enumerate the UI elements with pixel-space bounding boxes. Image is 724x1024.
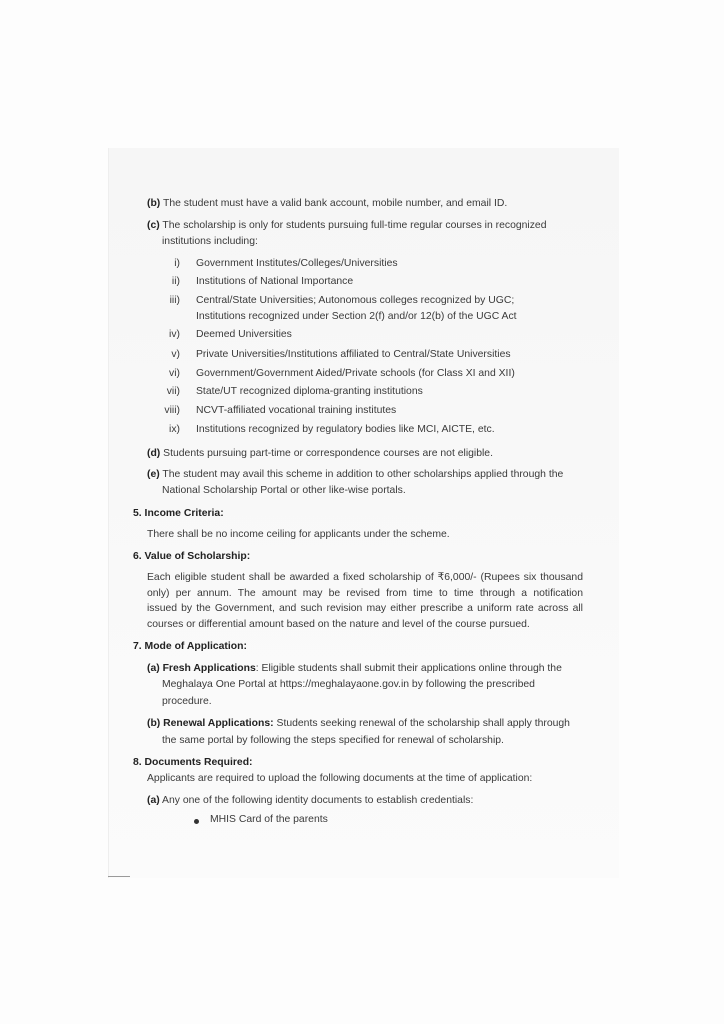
list-item-text: Private Universities/Institutions affiliated to Central/State Universities <box>196 349 511 360</box>
list-item-text: Institutions of National Importance <box>196 276 354 287</box>
list-item-number: ii) <box>171 276 180 287</box>
paragraph-line: Each eligible student shall be awarded a fixed scholarship of ₹6,000/- (Rupees six thousand <box>147 572 583 583</box>
point-d <box>147 446 493 462</box>
list-item-text: Central/State Universities; Autonomous colleges recognized by UGC; <box>196 295 515 306</box>
point-e <box>147 467 563 483</box>
list-item-number: vi) <box>169 368 180 379</box>
section-7-heading: 7. Mode of Application: <box>133 641 247 652</box>
point-c-text-cont: institutions including: <box>162 236 258 247</box>
point-e-text-cont: National Scholarship Portal or other like-wise portals. <box>162 485 406 496</box>
list-item-text: MHIS Card of the parents <box>210 814 328 825</box>
section-5-text: There shall be no income ceiling for applicants under the scheme. <box>147 529 450 540</box>
point-b-text: The student must have a valid bank account, mobile number, and email ID. <box>162 198 508 209</box>
point-c-label: (c) <box>147 220 160 231</box>
point-b-label: (b) <box>147 198 161 209</box>
list-item-number: v) <box>171 349 180 360</box>
list-item-number: iv) <box>169 329 180 340</box>
fresh-applications-text: : Eligible students shall submit their applications online through the <box>255 663 562 674</box>
renewal-applications <box>147 716 570 732</box>
fresh-applications-text-cont: procedure. <box>162 696 212 707</box>
section-6-heading: 6. Value of Scholarship: <box>133 551 251 562</box>
renewal-applications-text-cont: the same portal by following the steps specified for renewal of scholarship. <box>162 735 504 746</box>
point-d-label: (d) <box>147 448 161 459</box>
renewal-applications-text: Students seeking renewal of the scholarship shall apply through <box>273 718 570 729</box>
section-5-heading: 5. Income Criteria: <box>133 508 224 519</box>
documents-point-a <box>147 793 473 809</box>
fresh-applications-text-cont: Meghalaya One Portal at https://meghalayaone.gov.in by following the prescribed <box>162 679 535 690</box>
renewal-applications-label: (b) Renewal Applications: <box>147 718 274 729</box>
point-e-text: The student may avail this scheme in addition to other scholarships applied through the <box>162 469 564 480</box>
list-item-number: vii) <box>166 386 180 397</box>
list-item-number: i) <box>174 258 180 269</box>
list-item-number: iii) <box>169 295 180 306</box>
list-item-text: NCVT-affiliated vocational training institutes <box>196 405 397 416</box>
point-e-label: (e) <box>147 469 160 480</box>
list-item-text: Government/Government Aided/Private schools (for Class XI and XII) <box>196 368 515 379</box>
list-item-text: State/UT recognized diploma-granting institutions <box>196 386 423 397</box>
list-item-number: viii) <box>164 405 180 416</box>
paragraph-line: issued by the Government, and such revision may either prescribe a uniform rate across all <box>147 603 583 614</box>
documents-point-a-label: (a) <box>147 795 160 806</box>
list-item-number: ix) <box>169 424 180 435</box>
list-item-text-cont: Institutions recognized under Section 2(f) and/or 12(b) of the UGC Act <box>196 311 517 322</box>
section-8-intro: Applicants are required to upload the following documents at the time of application: <box>147 773 533 784</box>
section-6-paragraph <box>147 570 583 632</box>
list-item-text: Deemed Universities <box>196 329 292 340</box>
documents-point-a-text: Any one of the following identity documents to establish credentials: <box>162 795 474 806</box>
fresh-applications <box>147 661 562 677</box>
point-c <box>147 218 546 234</box>
paragraph-line: only) per annum. The amount may be revised from time to time through a notification <box>147 587 583 599</box>
list-item-text: Institutions recognized by regulatory bodies like MCI, AICTE, etc. <box>196 424 495 435</box>
point-b <box>147 196 507 212</box>
fresh-applications-label: (a) Fresh Applications <box>147 663 256 674</box>
paragraph-line: courses or differential amount based on the nature and level of the course pursued. <box>147 618 530 630</box>
point-d-text: Students pursuing part-time or correspondence courses are not eligible. <box>163 448 493 459</box>
point-c-text: The scholarship is only for students pursuing full-time regular courses in recognized <box>162 220 547 231</box>
list-item-text: Government Institutes/Colleges/Universities <box>196 258 398 269</box>
bullet-dot-icon <box>194 819 199 824</box>
section-8-heading: 8. Documents Required: <box>133 757 253 768</box>
